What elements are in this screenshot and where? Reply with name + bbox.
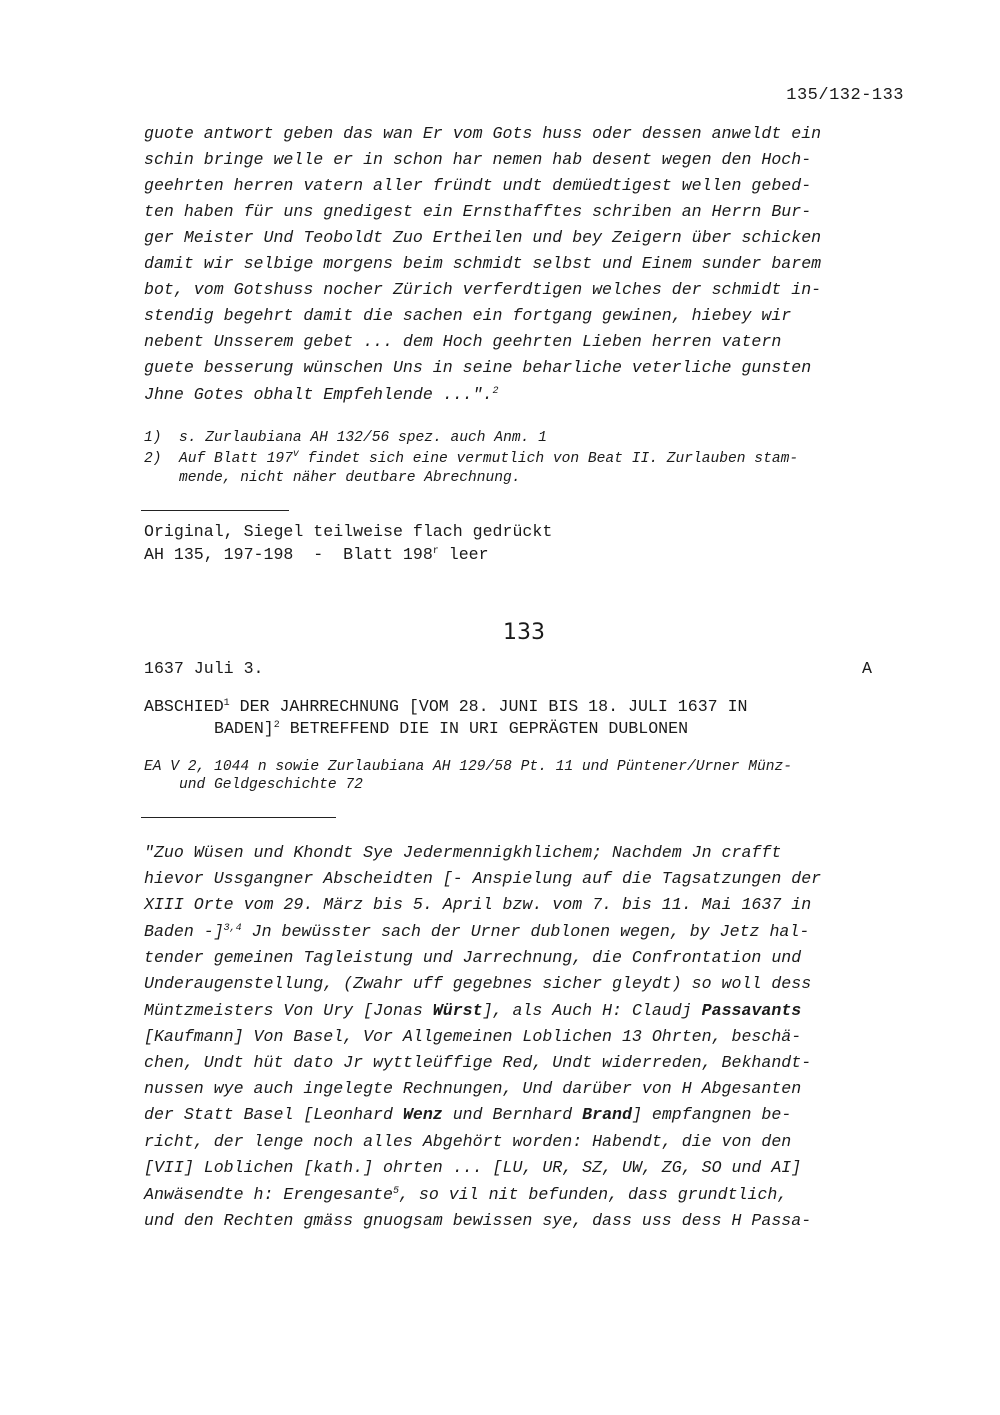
- text-span: DER JAHRRECHNUNG [VOM 28. JUNI BIS 18. JULI 1637 IN: [229, 697, 748, 716]
- text-line: "Zuo Wüsen und Khondt Sye Jedermennigkhlichem; Nachdem Jn crafft: [144, 843, 782, 862]
- footnote-ref: 5: [392, 1186, 399, 1197]
- superscript: v: [292, 449, 299, 460]
- document-reference-1: EA V 2, 1044 n sowie Zurlaubiana AH 129/58 Pt. 11 und Püntener/Urner Münz-: [144, 759, 793, 775]
- text-line: chen, Undt hüt dato Jr wyttleüffige Red, Undt widerreden, Bekhandt-: [144, 1053, 812, 1072]
- divider: [141, 817, 336, 818]
- document-date: 1637 Juli 3.: [144, 659, 264, 678]
- text-line: damit wir selbige morgens beim schmidt selbst und Einem sunder barem: [144, 254, 822, 273]
- source-line-1: Original, Siegel teilweise flach gedrückt: [144, 522, 553, 541]
- text-span: leer: [438, 545, 489, 564]
- footnote-1: 1) s. Zurlaubiana AH 132/56 spez. auch Anm. 1: [144, 430, 547, 446]
- text-span: BADEN]: [214, 719, 274, 738]
- text-line: geehrten herren vatern aller fründt undt demüedtigest wellen gebed-: [144, 176, 812, 195]
- text-line: [144, 922, 809, 941]
- footnote-2: [144, 451, 798, 467]
- text-line: [Kaufmann] Von Basel, Vor Allgemeinen Loblichen 13 Ohrten, beschä-: [144, 1027, 802, 1046]
- footnote-ref: 1: [223, 698, 230, 709]
- text-span: Jn bewüsster sach der Urner dublonen wegen, by Jetz hal-: [241, 922, 810, 941]
- text-span: Baden -]: [144, 922, 224, 941]
- text-line: [VII] Loblichen [kath.] ohrten ... [LU, UR, SZ, UW, ZG, SO und AI]: [144, 1158, 802, 1177]
- text-span: ], als Auch H: Claudj: [482, 1001, 702, 1020]
- text-line: und den Rechten gmäss gnuogsam bewissen sye, dass uss dess H Passa-: [144, 1211, 812, 1230]
- text-line: [144, 385, 499, 404]
- text-line: schin bringe welle er in schon har nemen hab desent wegen den Hoch-: [144, 150, 812, 169]
- person-name: Passavants: [701, 1001, 802, 1020]
- footnote-ref: 2: [492, 386, 499, 397]
- source-line-2: [144, 545, 489, 564]
- text-line: [144, 1185, 787, 1204]
- text-span: BETREFFEND DIE IN URI GEPRÄGTEN DUBLONEN: [279, 719, 689, 738]
- document-title-line-1: [144, 697, 748, 716]
- text-line: XIII Orte vom 29. März bis 5. April bzw. vom 7. bis 11. Mai 1637 in: [144, 895, 812, 914]
- text-span: Anwäsendte h: Erengesante: [144, 1185, 393, 1204]
- text-span: ] empfangnen be-: [631, 1105, 792, 1124]
- text-span: der Statt Basel [Leonhard: [144, 1105, 403, 1124]
- footnote-ref: 2: [273, 720, 280, 731]
- person-name: Würst: [432, 1001, 483, 1020]
- text-line: richt, der lenge noch alles Abgehört worden: Habendt, die von den: [144, 1132, 792, 1151]
- text-line: nebent Unsserem gebet ... dem Hoch geehrten Lieben herren vatern: [144, 332, 782, 351]
- text-line: stendig begehrt damit die sachen ein fortgang gewinen, hiebey wir: [144, 306, 792, 325]
- footnote-2-continued: mende, nicht näher deutbare Abrechnung.: [179, 470, 521, 486]
- text-line: ten haben für uns gnedigest ein Ernsthafftes schriben an Herrn Bur-: [144, 202, 812, 221]
- text-span: und Bernhard: [442, 1105, 583, 1124]
- text-line: guote antwort geben das wan Er vom Gots huss oder dessen anweldt ein: [144, 124, 822, 143]
- superscript: r: [432, 546, 439, 557]
- footnote-ref: 3,4: [223, 923, 242, 934]
- text-line: guete besserung wünschen Uns in seine beharliche veterliche gunsten: [144, 358, 812, 377]
- document-marker: A: [862, 659, 872, 678]
- text-line: hievor Ussgangner Abscheidten [- Anspielung auf die Tagsatzungen der: [144, 869, 822, 888]
- document-reference-2: und Geldgeschichte 72: [179, 777, 363, 793]
- text-line: tender gemeinen Tagleistung und Jarrechnung, die Confrontation und: [144, 948, 802, 967]
- text-span: findet sich eine vermutlich von Beat II. Zurlauben stam-: [298, 451, 799, 467]
- text-line: nussen wye auch ingelegte Rechnungen, Und darüber von H Abgesanten: [144, 1079, 802, 1098]
- text-span: Jhne Gotes obhalt Empfehlende ...".: [144, 385, 493, 404]
- page-number: 135/132-133: [786, 86, 904, 105]
- document-number: 133: [503, 620, 545, 645]
- text-span: , so vil nit befunden, dass grundtlich,: [398, 1185, 788, 1204]
- text-span: Müntzmeisters Von Ury [Jonas: [144, 1001, 433, 1020]
- text-line: [144, 1105, 791, 1124]
- document-title-line-2: [214, 719, 688, 738]
- text-span: AH 135, 197-198 - Blatt 198: [144, 545, 433, 564]
- person-name: Brand: [582, 1105, 632, 1124]
- text-line: ger Meister Und Teoboldt Zuo Ertheilen und bey Zeigern über schicken: [144, 228, 822, 247]
- text-line: bot, vom Gotshuss nocher Zürich verferdtigen welches der schmidt in-: [144, 280, 822, 299]
- person-name: Wenz: [402, 1105, 443, 1124]
- text-line: Underaugenstellung, (Zwahr uff gegebnes sicher gleydt) so woll dess: [144, 974, 812, 993]
- divider: [141, 510, 289, 511]
- text-span: ABSCHIED: [144, 697, 224, 716]
- text-line: [144, 1001, 801, 1020]
- text-span: 2) Auf Blatt 197: [144, 451, 293, 467]
